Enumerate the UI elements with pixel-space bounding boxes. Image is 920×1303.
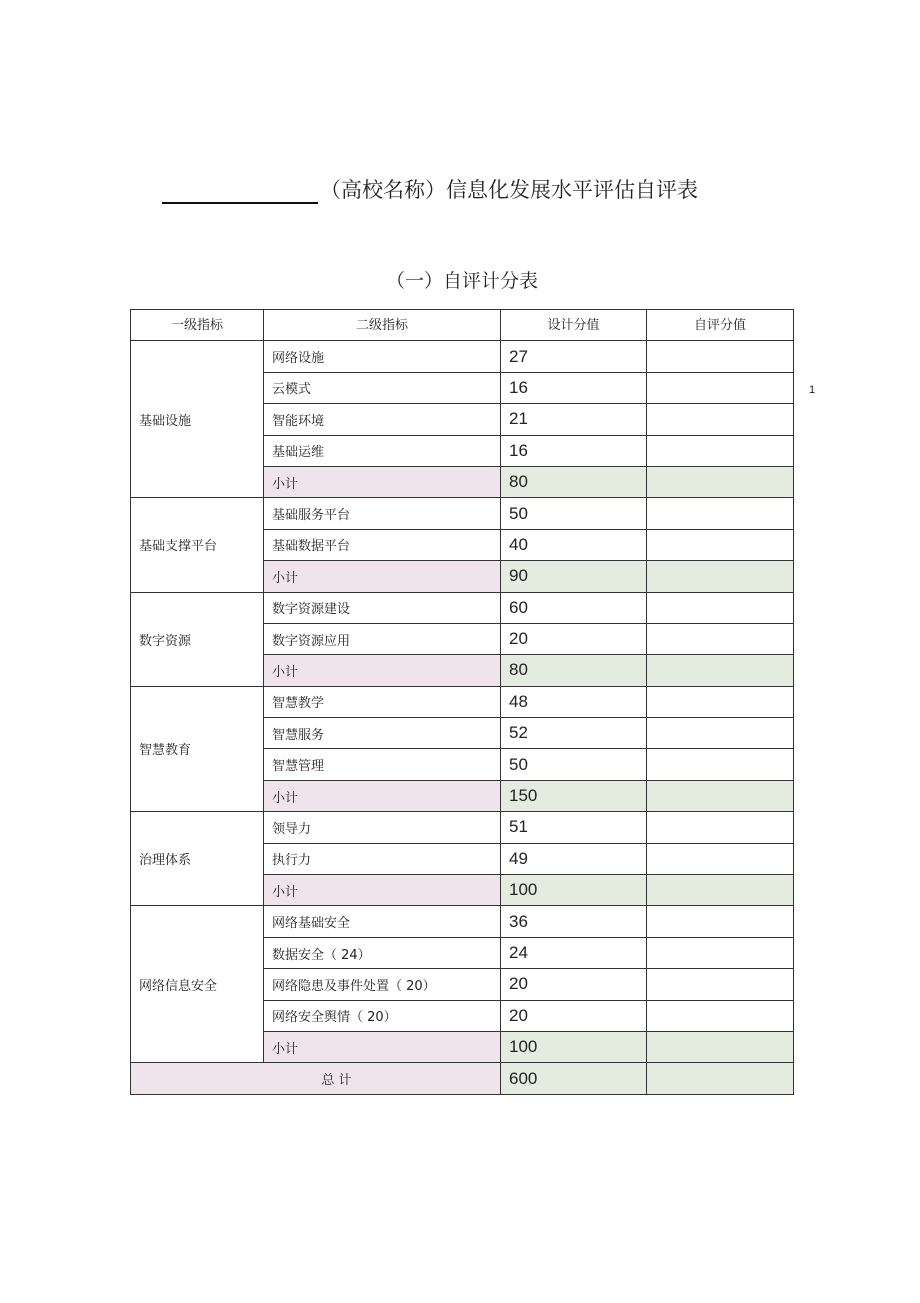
level2-indicator: 数字资源应用 [264, 623, 501, 654]
design-score: 24 [501, 937, 647, 968]
table-row [131, 686, 794, 717]
table-row [131, 592, 794, 623]
title-text: （高校名称）信息化发展水平评估自评表 [320, 178, 698, 202]
self-score-cell[interactable] [647, 875, 794, 906]
design-score: 21 [501, 404, 647, 435]
header-design-score: 设计分值 [501, 310, 647, 341]
self-score-cell[interactable] [647, 1031, 794, 1062]
total-label: 总 计 [131, 1063, 501, 1094]
level1-indicator: 基础设施 [131, 341, 264, 498]
level1-indicator: 智慧教育 [131, 686, 264, 812]
design-score: 48 [501, 686, 647, 717]
table-row [131, 341, 794, 372]
page-number: 1 [809, 384, 816, 396]
level2-indicator: 云模式 [264, 372, 501, 403]
table-header-row [131, 310, 794, 341]
self-score-cell[interactable] [647, 906, 794, 937]
header-level1: 一级指标 [131, 310, 264, 341]
level2-indicator: 数字资源建设 [264, 592, 501, 623]
score-table [130, 309, 794, 1095]
level1-indicator: 治理体系 [131, 812, 264, 906]
design-score: 50 [501, 749, 647, 780]
self-score-cell[interactable] [647, 372, 794, 403]
self-score-cell[interactable] [647, 718, 794, 749]
level2-indicator: 小计 [264, 466, 501, 497]
level2-indicator: 基础服务平台 [264, 498, 501, 529]
total-row [131, 1063, 794, 1094]
design-score: 100 [501, 1031, 647, 1062]
self-score-cell[interactable] [647, 561, 794, 592]
table-row [131, 906, 794, 937]
level2-indicator: 小计 [264, 875, 501, 906]
self-score-cell[interactable] [647, 686, 794, 717]
table-row [131, 498, 794, 529]
level2-indicator: 基础数据平台 [264, 529, 501, 560]
design-score: 27 [501, 341, 647, 372]
design-score: 50 [501, 498, 647, 529]
design-score: 49 [501, 843, 647, 874]
self-score-cell[interactable] [647, 435, 794, 466]
self-score-cell[interactable] [647, 969, 794, 1000]
table-row [131, 812, 794, 843]
level2-indicator: 小计 [264, 655, 501, 686]
total-self-score-cell[interactable] [647, 1063, 794, 1094]
design-score: 16 [501, 435, 647, 466]
school-name-blank [162, 180, 318, 204]
level2-indicator: 小计 [264, 561, 501, 592]
self-score-cell[interactable] [647, 843, 794, 874]
design-score: 80 [501, 466, 647, 497]
design-score: 20 [501, 1000, 647, 1031]
level2-indicator: 智慧管理 [264, 749, 501, 780]
level2-indicator: 基础运维 [264, 435, 501, 466]
self-score-cell[interactable] [647, 749, 794, 780]
self-score-cell[interactable] [647, 623, 794, 654]
header-level2: 二级指标 [264, 310, 501, 341]
design-score: 52 [501, 718, 647, 749]
level2-indicator: 网络安全舆情（ 20） [264, 1000, 501, 1031]
design-score: 150 [501, 780, 647, 811]
level2-indicator: 智慧教学 [264, 686, 501, 717]
self-score-cell[interactable] [647, 529, 794, 560]
header-self-score: 自评分值 [647, 310, 794, 341]
document-title [162, 174, 762, 204]
design-score: 90 [501, 561, 647, 592]
level2-indicator: 网络设施 [264, 341, 501, 372]
design-score: 16 [501, 372, 647, 403]
design-score: 100 [501, 875, 647, 906]
level2-indicator: 智能环境 [264, 404, 501, 435]
self-score-cell[interactable] [647, 655, 794, 686]
design-score: 20 [501, 969, 647, 1000]
design-score: 36 [501, 906, 647, 937]
self-score-cell[interactable] [647, 404, 794, 435]
self-score-cell[interactable] [647, 341, 794, 372]
level1-indicator: 数字资源 [131, 592, 264, 686]
level1-indicator: 网络信息安全 [131, 906, 264, 1063]
self-score-cell[interactable] [647, 592, 794, 623]
self-score-cell[interactable] [647, 466, 794, 497]
design-score: 20 [501, 623, 647, 654]
design-score: 40 [501, 529, 647, 560]
level2-indicator: 领导力 [264, 812, 501, 843]
section-subtitle: （一）自评计分表 [385, 270, 538, 292]
self-score-cell[interactable] [647, 937, 794, 968]
level1-indicator: 基础支撑平台 [131, 498, 264, 592]
level2-indicator: 小计 [264, 780, 501, 811]
level2-indicator: 小计 [264, 1031, 501, 1062]
self-score-cell[interactable] [647, 812, 794, 843]
level2-indicator: 智慧服务 [264, 718, 501, 749]
design-score: 51 [501, 812, 647, 843]
self-score-cell[interactable] [647, 780, 794, 811]
level2-indicator: 数据安全（ 24） [264, 937, 501, 968]
level2-indicator: 网络隐患及事件处置（ 20） [264, 969, 501, 1000]
self-score-cell[interactable] [647, 498, 794, 529]
self-score-cell[interactable] [647, 1000, 794, 1031]
level2-indicator: 执行力 [264, 843, 501, 874]
level2-indicator: 网络基础安全 [264, 906, 501, 937]
total-design-score: 600 [501, 1063, 647, 1094]
design-score: 60 [501, 592, 647, 623]
design-score: 80 [501, 655, 647, 686]
